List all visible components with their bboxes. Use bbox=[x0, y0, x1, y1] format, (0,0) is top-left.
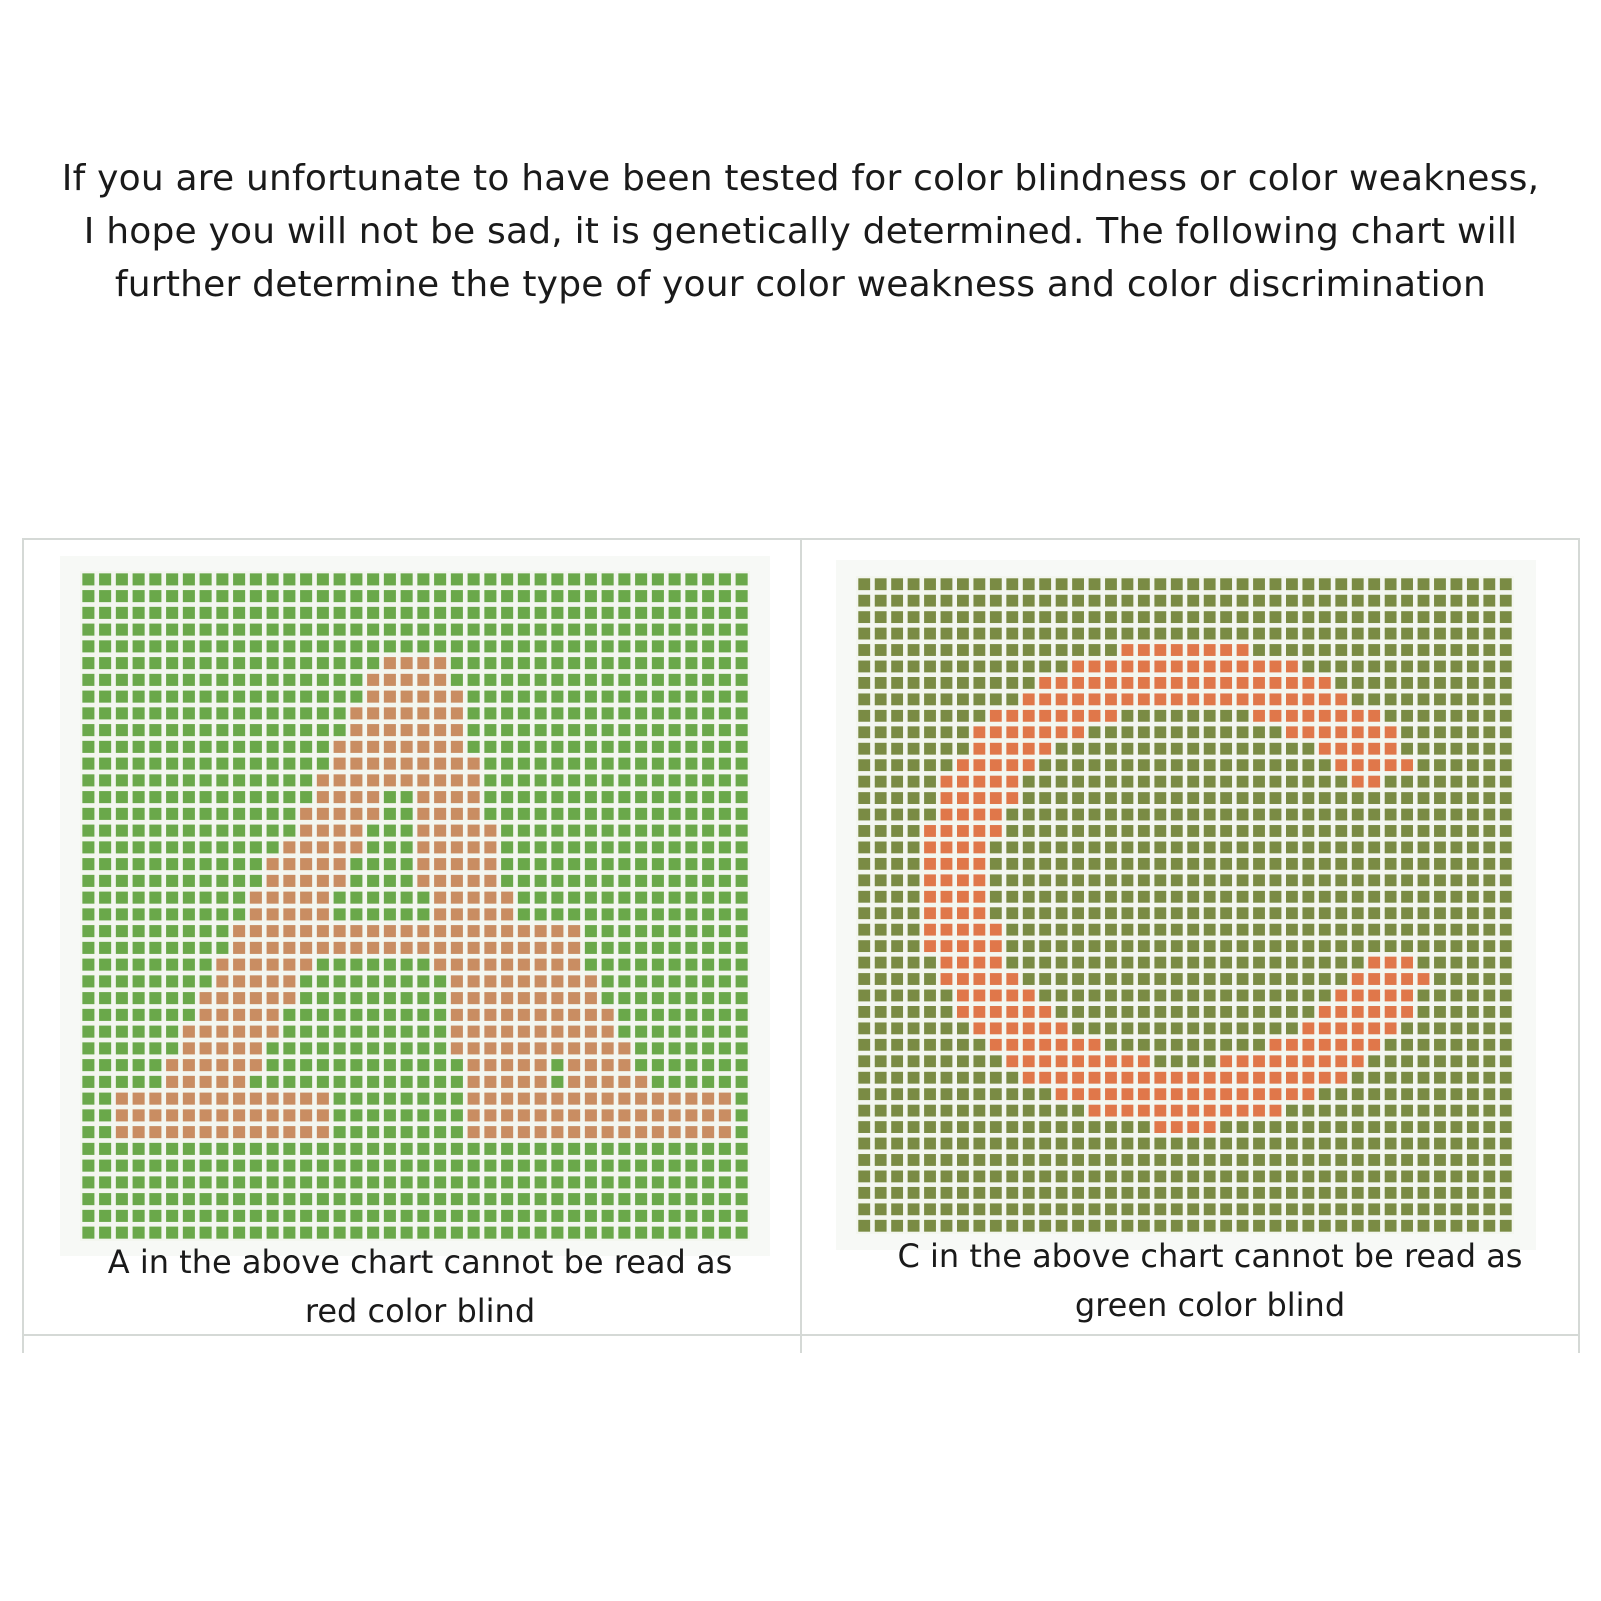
color-test-plate-a bbox=[80, 571, 750, 1241]
intro-line: I hope you will not be sad, it is genetically determined. The following chart will bbox=[83, 211, 1518, 252]
caption-line: green color blind bbox=[1074, 1286, 1346, 1324]
table-border-top bbox=[22, 538, 1580, 540]
intro-line: If you are unfortunate to have been tested for color blindness or color weakness, bbox=[61, 158, 1540, 199]
plate-c-caption bbox=[840, 1232, 1580, 1330]
caption-line: red color blind bbox=[304, 1292, 536, 1330]
caption-line: C in the above chart cannot be read as bbox=[897, 1237, 1523, 1275]
table-divider bbox=[800, 538, 802, 1353]
intro-text bbox=[40, 152, 1561, 311]
color-test-plate-c bbox=[856, 576, 1514, 1234]
table-border-right bbox=[1578, 538, 1580, 1353]
caption-line: A in the above chart cannot be read as bbox=[107, 1243, 733, 1281]
intro-line: further determine the type of your color weakness and color discrimination bbox=[114, 264, 1487, 305]
table-border-left bbox=[22, 538, 24, 1353]
plate-a-caption bbox=[40, 1238, 800, 1336]
